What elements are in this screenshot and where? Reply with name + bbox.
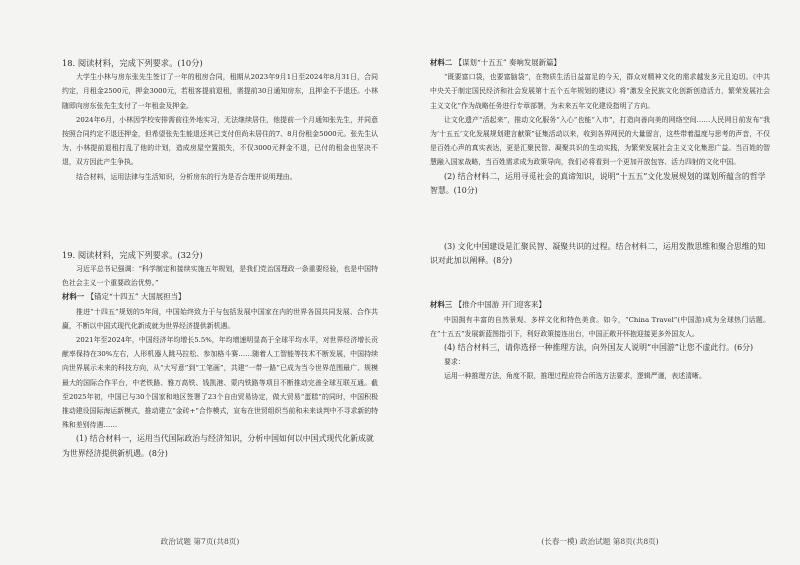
requirement-heading: 要求： bbox=[444, 358, 465, 367]
material-2-heading bbox=[430, 56, 770, 70]
material-3-paragraph-1: 中国拥有丰富的自然景观、多样文化和特色美食。如今，“China Travel”(中国游)成为全球热门话题。在“十五五”发展新蓝图指引下，利好政策接连出台，中国正敞开怀抱迎接更多外国友人。 bbox=[430, 315, 770, 338]
material-3-title: 材料三 bbox=[430, 300, 453, 310]
q18-paragraph-1: 大学生小林与房东张先生签订了一年的租房合同，租期从2023年9月1日至2024年8月31日，合同约定，月租金2500元，押金3000元，若租客提前退租，需提前30日通知房东，且押金不予退还。小林随即向房东张先生支付了一年租金及押金。 bbox=[62, 73, 378, 110]
q19-subquestion-1: (1) 结合材料一，运用当代国际政治与经济知识，分析中国如何以中国式现代化新成就为世界经济提供新机遇。(8分) bbox=[62, 434, 374, 458]
q19-subquestion-3: (3) 文化中国建设是汇聚民智、凝聚共识的过程。结合材料二，运用发散思维和聚合思维的知识对此加以阐释。(8分) bbox=[430, 242, 766, 266]
material-1-paragraph-1: 推进“十四五”规划的5年间，中国始终致力于与包括发展中国家在内的世界各国共同发展、合作共赢，不断以中国式现代化新成就为世界经济提供新机遇。 bbox=[62, 307, 378, 330]
answer-space bbox=[430, 268, 770, 298]
material-1-heading bbox=[62, 290, 378, 304]
q19-subquestion-2: (2) 结合材料二，运用寻觅社会的真谛知识，说明“十五五”文化发展规划的谋划所蕴含的哲学智慧。(10分) bbox=[430, 171, 766, 195]
material-1-tag: 【锚定“十四五” 大国展担当】 bbox=[86, 292, 186, 302]
answer-space bbox=[430, 198, 770, 240]
material-1-paragraph-2: 2021年至2024年，中国经济年均增长5.5%，年均增速明显高于全球平均水平，对世界经济增长贡献率保持在30%左右，人形机器人跳马拉松、参加格斗赛……随着人工智能等技术不断发展，中国持续向世界展示未来的科技方向，从“大写意”到“工笔画”，共建“一带一路”已成为当今世界范围最广、规模最大的国际合作平台，中老铁路、雅万高铁、钱凯港、蒙内铁路等项目不断推动完善全球互联互通。截至2025年初，中国已与30个国家和地区签署了23个自由贸易协定，做大贸易“蛋糕”的同时，中国积极推动建设国际海运新模式，推动建立“金砖+”合作模式，宣布在世贸组织当前和未来谈判中不寻求新的特殊和差别待遇…… bbox=[62, 336, 379, 430]
material-2-title: 材料二 bbox=[430, 58, 453, 67]
q19-subquestion-4: (4) 结合材料三，请你选择一种推理方法，向外国友人说明“中国游”让您不虚此行。(6分) bbox=[444, 343, 754, 353]
left-page-footer: 政治试题 第7页(共8页) bbox=[160, 537, 240, 546]
q18-heading: 18. 阅读材料，完成下列要求。(10分) bbox=[62, 58, 203, 68]
q18-question: 结合材料，运用法律与生活知识，分析房东的行为是否合理并说明理由。 bbox=[76, 172, 297, 181]
material-2-tag: 【谋划“十五五” 奏响发展新篇】 bbox=[454, 58, 561, 67]
q19-quote: 习近平总书记强调：“科学制定和接续实施五年规划，是我们党治国理政一条重要经验，也是中国特色社会主义一个重要政治优势。” bbox=[62, 265, 378, 288]
material-2-paragraph-2: 让文化遗产“活起来”，推动文化服务“入心”也能“入市”，打造向善向美的网络空间……人民网日前发布“我为‘十五五’文化发展规划建言献策”征集活动以来，收到各界网民的大量留言，这些带着温度与思考的声音，不仅是百姓心声的真实表达，更是汇聚民智、凝聚共识的生动实践，为繁荣发展社会主义文化集思广益。当百姓的智慧融入国家战略，当百姓需求成为政策导向，我们必将看到一个更加开放包容、活力四射的文化中国。 bbox=[430, 115, 770, 167]
material-3-tag: 【推介中国游 开门迎客来】 bbox=[454, 300, 546, 310]
material-1-title: 材料一 bbox=[62, 292, 85, 302]
q18-paragraph-2: 2024年6月，小林因学校安排需前往外地实习，无法继续居住，他提前一个月通知张先生，并同意按照合同约定不退还押金，但希望张先生能退还其已支付但尚未居住的7、8月份租金5000元。张先生认为，小林提前退租打乱了他的计划，造成房屋空置损失，不仅3000元押金不退，已付的租金也坚决不退，双方因此产生争执。 bbox=[62, 115, 378, 167]
material-2-paragraph-1: “既要富口袋，也要富脑袋”，在物质生活日益富足的今天，群众对精神文化的需求越发多元且迫切。《中共中央关于制定国民经济和社会发展第十五个五年规划的建议》将“激发全民族文化创新创造活力，繁荣发展社会主义文化”作为战略任务进行专章部署，为未来五年文化建设指明了方向。 bbox=[430, 73, 770, 110]
material-3-heading bbox=[430, 298, 770, 312]
right-page bbox=[400, 0, 800, 565]
q19-heading: 19. 阅读材料，完成下列要求。(32分) bbox=[62, 249, 203, 260]
right-page-footer: (长春一模) 政治试题 第8页(共8页) bbox=[541, 537, 659, 546]
answer-space bbox=[62, 184, 378, 248]
requirement-body: 运用一种推理方法，角度不限，推理过程应符合所选方法要求，逻辑严谨，表述清晰。 bbox=[444, 372, 706, 381]
